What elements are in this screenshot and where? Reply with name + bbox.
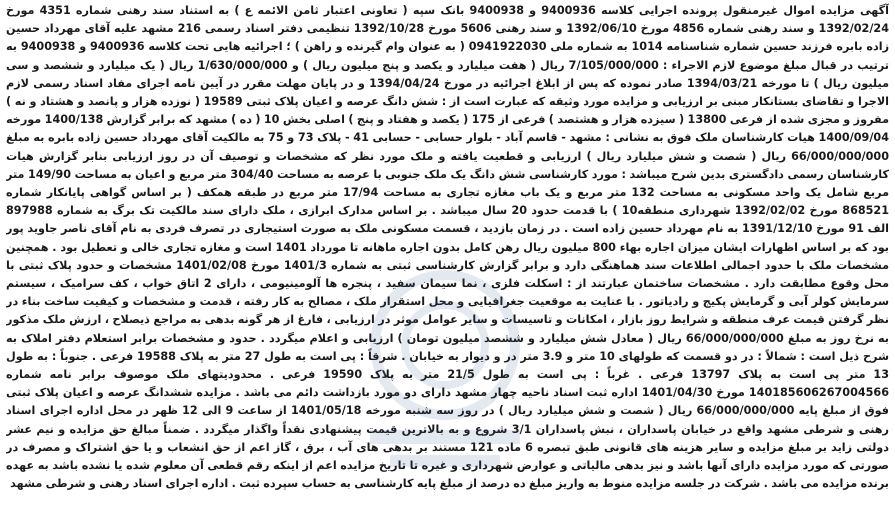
auction-notice bbox=[6, 2, 889, 508]
notice-body-text: آگهی مزایده اموال غیرمنقول پرونده اجرایی کلاسه 9400936 و 9400938 بانک سپه ( تعاونی اعتبار ثامن الائمه ع ) به استناد سند رهنی شماره 4351 مورخ 1392/02/24 و سند رهنی شماره 4856 مورخ 1392/06/10 و سند رهنی 5606 مورخ 1392/10/28 تنظیمی دفتر اسناد رسمی 216 مشهد علیه آقای مهرداد حسین زاده بابره فرزند حسین شماره شناسنامه 1014 به شماره ملی 0941922030 ( به عنوان وام گیرنده و راهن ) ؛ اجرائیه هایی تحت کلاسه 9400936 و 9400938 به ترتیب در قبال مبلغ موضوع لازم الاجراء : 7/105/000/000 ریال ( هفت میلیارد و یکصد و پنج میلیون ریال ) و 1/630/000/000 ریال ( یک میلیارد و ششصد و سی میلیون ریال ) تا مورخه 1394/03/21 صادر نموده که پس از ابلاغ اجرائیه در مورخ 1394/04/24 و در پایان مهلت مقرر در آیین نامه اجرای مفاد اسناد رسمی لازم الاجرا و تقاضای بستانکار مبنی بر ارزیابی و مزایده مورد وثیقه که عبارت است از : شش دانگ عرصه و اعیان پلاک ثبتی 19589 ( نوزده هزار و پانصد و هشتاد و نه ) مفروز و مجزی شده از فرعی 13800 ( سیزده هزار و هشتصد ) فرعی از 175 ( یکصد و هفتاد و پنج ) اصلی بخش 10 ( ده ) مشهد که برابر گزارش 1400/138 مورخه 1400/09/04 هیات کارشناسان ملک فوق به نشانی : مشهد - قاسم آباد - بلوار حسابی - حسابی 41 - پلاک 73 و 75 به مالکیت آقای مهرداد حسین زاده بابره به مبلغ 66/000/000/000 ریال ( شصت و شش میلیارد ریال ) ارزیابی و قطعیت یافته و ملک مورد نظر که مشخصات و توصیف آن در روز ارزیابی بنابر گزارش هیات کارشناسان رسمی دادگستری بدین شرح میباشد : مورد کارشناسی شش دانگ یک ملک جنوبی با عرصه به مساحت 304/40 متر مربع و اعیان به مساحت 149/90 متر مربع شامل یک واحد مسکونی به مساحت 132 متر مربع و یک باب مغازه تجاری به مساحت 17/94 متر مربع در طبقه همکف ( بر اساس گواهی پایانکار شماره 868521 مورخ 1392/02/02 شهرداری منطقه10 ) با قدمت حدود 20 سال میباشد . بر اساس مدارک ابرازی ، ملک دارای سند مالکیت تک برگ به شماره 897988 الف 91 مورخ 1391/12/10 به نام مهرداد حسین زاده است . در زمان بازدید ، قسمت مسکونی ملک به صورت استیجاری در تصرف فردی به نام آقای ناصر جاوید پور بود که بر اساس اظهارات ایشان میزان اجاره بهاء 800 میلیون ریال رهن کامل بدون اجاره ماهانه تا مورداد 1401 است و مغازه تجاری خالی و تعطیل بود . همچنین مشخصات ملک با حدود اجمالی اطلاعات سند هماهنگی دارد و برابر گزارش کارشناسی ثبتی به شماره 1401/3 مورخ 1401/02/08 مشخصات و حدود پلاک ثبتی با محل وقوع مطابقت دارد . مشخصات ساختمان عبارتند از : اسکلت فلزی ، نما سیمان سفید ، پنجره ها آلومینیومی ، دارای 2 اتاق خواب ، کف سرامیک ، سیستم سرمایش کولر آبی و گرمایش پکیج و رادیاتور . با عنایت به موقعیت جغرافیایی و محل استقرار ملک ، مصالح به کار رفته ، قدمت و مشخصات و کیفیت ساخت بناء در نظر گرفتن قیمت عرف منطقه و شرایط روز بازار ، امکانات و تاسیسات و سایر عوامل موثر در ارزیابی ، فارغ از هر گونه بدهی به مراجع ذیصلاح ، ارزش ملک مذکور به نرخ روز به مبلغ 66/000/000/000 ریال ( معادل شش میلیارد و ششصد میلیون تومان ) ارزیابی و اعلام میگردد . حدود و مشخصات برابر استعلام دفتر املاک به شرح ذیل است : شمالاً : در دو قسمت که طولهای 10 متر و 3.9 متر در و دیوار به خیابان . شرقاً : پی است به طول 27 متر به پلاک 19588 فرعی . جنوباً : به طول 13 متر پی است به پلاک 13797 فرعی . غرباً : پی است به طول 21/5 متر به پلاک 19590 فرعی . محدودیتهای ملک موصوف برابر نامه شماره 140185606267004566 مورخ 1401/04/30 اداره ثبت اسناد ناحیه چهار مشهد دارای دو مورد بازداشت دائم می باشد . مزایده ششدانگ عرصه و اعیان پلاک ثبتی فوق از مبلغ پایه 66/000/000/000 ریال ( شصت و شش میلیارد ریال ) در روز سه شنبه مورخه 1401/05/18 از ساعت 9 الی 12 ظهر در محل اداره اجرای اسناد رهنی و شرطی مشهد واقع در خیابان پاسداران ، نبش پاسداران 3/1 شروع و به بالاترین قیمت پیشنهادی نقداً واگذار میگردد . ضمناً مبالغ حق مزایده و نیم عشر دولتی زاید بر مبلغ مزایده و سایر هزینه های قانونی طبق تبصره 6 ماده 121 مستند بر بدهی های آب ، برق ، گاز اعم از حق انشعاب و یا حق اشتراک و مصرف در صورتی که مورد مزایده دارای آنها باشد و نیز بدهی مالیاتی و عوارض شهرداری و غیره تا تاریخ مزایده اعم از اینکه رقم قطعی آن معلوم شده یا نشده باشد به عهده برنده مزایده می باشد . شرکت در جلسه مزایده منوط به واریز مبلغ ده درصد از مبلغ پایه کارشناسی به حساب سپرده ثبت . اداره اجرای اسناد رهنی و شرطی مشهد bbox=[6, 4, 889, 491]
